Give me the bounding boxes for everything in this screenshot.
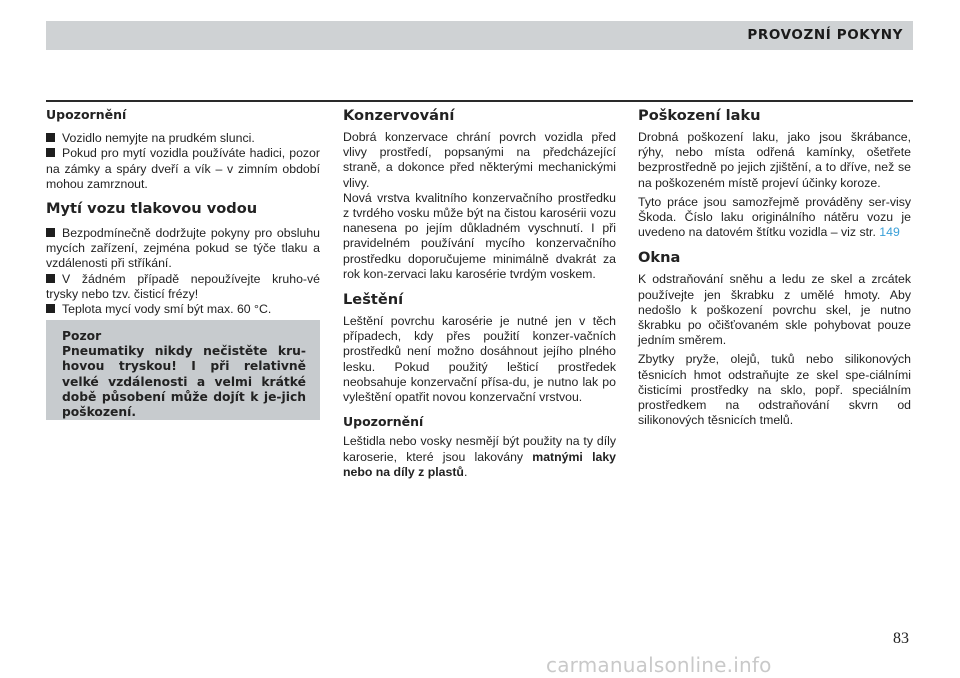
bullet-square-icon: [46, 304, 55, 313]
caution-title: Pozor: [62, 329, 102, 343]
caution-text: Pneumatiky nikdy nečistěte kru-hovou tryskou! I při relativně velké vzdálenosti a velmi krátké době působení může dojít k je-jich poškození.: [62, 344, 306, 420]
note-paragraph: Leštidla nebo vosky nesmějí být použity na ty díly karoserie, které jsou lakovány matnými laky nebo na díly z plastů.: [343, 434, 616, 479]
warning-heading: Upozornění: [46, 107, 127, 122]
page-number: 83: [893, 630, 909, 647]
paint-paragraph-1: Drobná poškození laku, jako jsou škrábance, rýhy, nebo místa odřená kamínky, ošetřete bezprostředně po jejich zjištění, a to dříve, než se na poškozeném místě projeví účinky koroze.: [638, 130, 911, 190]
windows-paragraph-1: K odstraňování sněhu a ledu ze skel a zrcátek používejte jen škrabku z umělé hmoty. Aby nedošlo k poškození povrchu skel, je nutno škrabku po očišťovaném skle pohybovat pouze jedním směrem.: [638, 272, 911, 348]
preservation-paragraph-2: Nová vrstva kvalitního konzervačního prostředku z tvrdého vosku může být na čistou karosérii vozu nanesena po jejím důkladném vyschnutí. I při pravidelném používání mycího konzervačního prostředku doporučujeme minimálně dvakrát za rok kon-zervaci laku karosérie tvrdým voskem.: [343, 190, 616, 281]
windows-paragraph-2: Zbytky pryže, olejů, tuků nebo silikonových těsnicích hmot odstraňujte ze skel spe-ciálními čisticími prostředky na sklo, popř. speciálním prostředkem na odstraňování skvrn od silikonových těsnicích tmelů.: [638, 352, 911, 428]
caution-box: [46, 320, 320, 420]
paint-paragraph-2: Tyto práce jsou samozřejmě prováděny ser-visy Škoda. Číslo laku originálního nátěru vozu je uvedeno na datovém štítku vozidla – viz str. 149: [638, 194, 911, 240]
pressure-wash-heading: Mytí vozu tlakovou vodou: [46, 200, 258, 218]
header-bar: [46, 21, 913, 50]
paint-damage-heading: Poškození laku: [638, 107, 761, 124]
divider-rule: [46, 100, 913, 102]
polishing-paragraph: Leštění povrchu karosérie je nutné jen v těch případech, kdy přes použití konzer-vačních prostředků není možno dosáhnout jejího plného lesku. Pokud použitý lešticí prostředek neobsahuje konzervační přísa-du, je nutno lak po vyleštění opatřit novou konzervační vrstvou.: [343, 314, 616, 405]
windows-heading: Okna: [638, 249, 681, 267]
column-middle: [343, 107, 616, 480]
bullet-square-icon: [46, 274, 55, 283]
note-heading: Upozornění: [343, 414, 424, 430]
section-title: PROVOZNÍ POKYNY: [747, 27, 903, 43]
pressure-bullet-2: V žádném případě nepoužívejte kruho-vé trysky nebo tzv. čisticí frézy!: [46, 271, 320, 301]
bullet-square-icon: [46, 148, 55, 157]
page-reference-link[interactable]: 149: [879, 225, 900, 240]
pressure-bullet-1: Bezpodmínečně dodržujte pokyny pro obsluhu mycích zařízení, zejména pokud se týče tlaku a vzdálenosti při stříkání.: [46, 226, 320, 271]
watermark: carmanualsonline.info: [546, 653, 772, 677]
column-left: [46, 107, 320, 317]
warning-bullet-1: Vozidlo nemyjte na prudkém slunci.: [46, 131, 320, 146]
note-bold-text: matnými laky nebo na díly z plastů: [343, 449, 616, 479]
preservation-heading: Konzervování: [343, 107, 455, 124]
column-right: [638, 107, 911, 428]
bullet-square-icon: [46, 133, 55, 142]
preservation-paragraph-1: Dobrá konzervace chrání povrch vozidla před vlivy prostředí, popsanými na předcházející straně, a dokonce před některými mechanickými vlivy.: [343, 130, 616, 190]
polishing-heading: Leštění: [343, 291, 404, 309]
bullet-square-icon: [46, 228, 55, 237]
warning-bullet-2: Pokud pro mytí vozidla používáte hadici, pozor na zámky a spáry dveří a vík – v zimním období mohou zamrznout.: [46, 146, 320, 191]
pressure-bullet-3: Teplota mycí vody smí být max. 60 °C.: [46, 302, 320, 317]
